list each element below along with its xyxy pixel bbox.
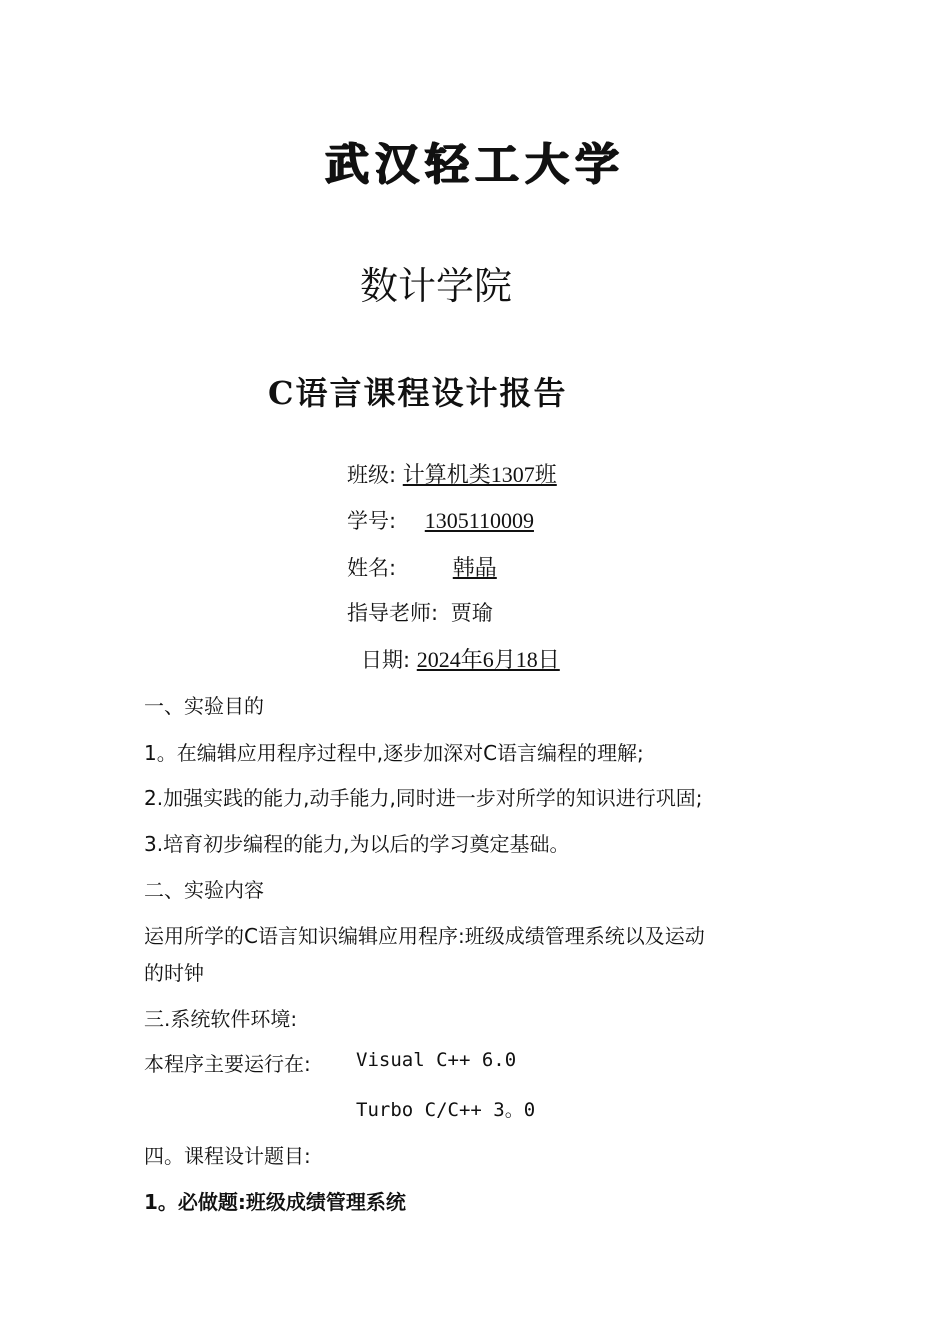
environment-label: 本程序主要运行在: [144, 1052, 311, 1076]
section-1-heading: 一、实验目的 [144, 694, 264, 718]
student-id-row [347, 505, 552, 535]
content-line-1: 运用所学的C语言知识编辑应用程序:班级成绩管理系统以及运动 [144, 924, 705, 948]
section-4-heading: 四。课程设计题目: [144, 1144, 311, 1168]
advisor-value: 贾瑜 [450, 601, 493, 625]
advisor-label: 指导老师: [347, 601, 439, 625]
class-row [347, 458, 557, 489]
required-topic: 1。必做题:班级成绩管理系统 [144, 1190, 406, 1214]
content-line-2: 的时钟 [144, 961, 204, 985]
advisor-row [347, 597, 493, 627]
date-label: 日期: [361, 648, 411, 672]
date-value: 2024年6月18日 [416, 647, 560, 672]
objective-item-2: 2.加强实践的能力,动手能力,同时进一步对所学的知识进行巩固; [144, 786, 703, 810]
report-title: C语言课程设计报告 [268, 374, 568, 412]
name-label: 姓名: [347, 556, 397, 580]
date-row [361, 643, 560, 674]
name-value: 韩晶 [452, 555, 497, 580]
class-label: 班级: [347, 463, 397, 487]
college-name: 数计学院 [360, 264, 513, 308]
environment-visual-cpp: Visual C++ 6.0 [356, 1049, 517, 1071]
student-id-label: 学号: [347, 509, 397, 533]
university-title: 武汉轻工大学 [325, 139, 625, 190]
student-id-value: 1305110009 [424, 508, 534, 533]
environment-turbo-c: Turbo C/C++ 3。0 [356, 1099, 536, 1121]
section-3-heading: 三.系统软件环境: [144, 1007, 298, 1031]
objective-item-3: 3.培育初步编程的能力,为以后的学习奠定基础。 [144, 832, 570, 856]
objective-item-1: 1。在编辑应用程序过程中,逐步加深对C语言编程的理解; [144, 741, 644, 765]
class-value: 计算机类1307班 [402, 462, 557, 487]
name-row [347, 551, 523, 582]
section-2-heading: 二、实验内容 [144, 878, 264, 902]
